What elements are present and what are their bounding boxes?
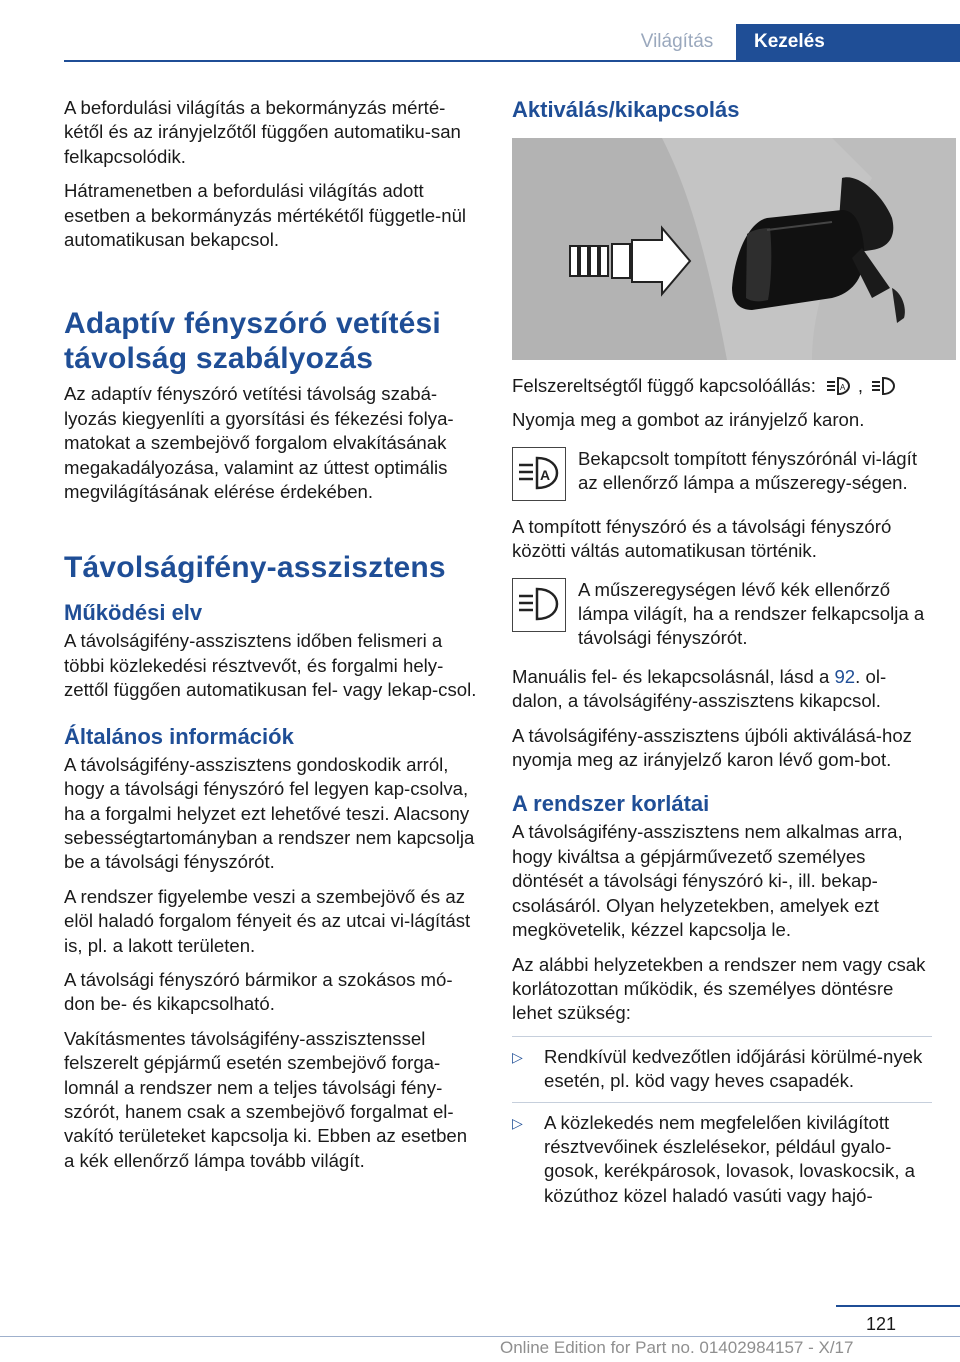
paragraph-adaptive-range: Az adaptív fényszóró vetítési távolság szabá-lyozás kiegyenlíti a gyorsítási és fékezési folya-matokat a szembejövő forgalom elvakításának megakadályozása, valamint az úttest optimális megvilágításának elérése érdekében.: [64, 383, 454, 503]
paragraph-cornering-light: A befordulási világítás a bekormányzás mérté-kétől és az irányjelzőtől függően automatiku-san felkapcsolódik.: [64, 97, 461, 167]
paragraph-manual: [512, 665, 932, 714]
paragraph-press-button: Nyomja meg a gombot az irányjelző karon.: [512, 409, 865, 431]
tab-lighting[interactable]: Világítás: [640, 31, 714, 52]
tab-operation[interactable]: Kezelés: [736, 24, 960, 60]
bullet-arrow-icon: ▷: [512, 1114, 523, 1131]
page-number-rule: [836, 1305, 960, 1307]
heading-working-principle: Működési elv: [64, 600, 203, 626]
paragraph-general-4: Vakításmentes távolságifény-asszisztenssel felszerelt gépjármű esetén szembejövő forga-lomnál a rendszer nem a teljes távolsági fény-szórót, hanem csak a szembejövő forgalmat el-vakító területeket kapcsolja ki. Ebben az esetben a kék ellenőrző lámpa tovább világít.: [64, 1027, 468, 1171]
paragraph-general-3: A távolsági fényszóró bármikor a szokásos mó-don be- és kikapcsolható.: [64, 968, 453, 1015]
lever-illustration: [512, 138, 956, 360]
manual-text-a: Manuális fel- és lekapcsolásnál, lásd a: [512, 665, 835, 687]
note-high-beam-text: A műszeregységen lévő kék ellenőrző lámpa világít, ha a rendszer felkapcsolja a távolsági fényszórót.: [578, 578, 925, 649]
paragraph-general-1: A távolságifény-asszisztens gondoskodik arról, hogy a távolsági fényszóró fel legyen kap-csolva, ha a forgalmi helyzet ezt lehetővé teszi. Alacsony sebességtartományban a rendszer nem kapcsolja be a távolsági fényszórót.: [64, 753, 475, 873]
footer-rule: [0, 1336, 960, 1337]
heading-high-beam-assistant: Távolságifény-asszisztens: [64, 551, 446, 585]
list-item: [512, 1102, 932, 1209]
page-number: 121: [865, 1314, 896, 1334]
paragraph-reactivate: A távolságifény-asszisztens újbóli aktiválásá-hoz nyomja meg az irányjelző karon lévő gom-bot.: [512, 724, 912, 771]
indicator-high-beam-icon: [512, 578, 566, 632]
note-indicator-auto: [512, 447, 932, 501]
paragraph-principle: A távolságifény-asszisztens időben felismeri a többi közlekedési résztvevőt, és forgalmi hely-zettől függően automatikusan fel- vagy lekap-csol.: [64, 630, 477, 701]
manual-text-b: . ol-dalon, a távolságifény-asszisztens kikapcsol.: [512, 665, 887, 712]
switch-separator: ,: [857, 375, 864, 396]
page-92-link[interactable]: 92: [834, 665, 856, 687]
bullet-arrow-icon: ▷: [512, 1048, 523, 1065]
header-rule: [64, 60, 960, 62]
paragraph-situations: Az alábbi helyzetekben a rendszer nem vagy csak korlátozottan működik, és személyes döntésre lehet szükség:: [512, 953, 926, 1024]
bullet-text: Rendkívül kedvezőtlen időjárási körülmé-nyek esetén, pl. köd vagy heves csapadék.: [544, 1045, 923, 1092]
auto-high-beam-icon: [824, 375, 852, 397]
paragraph-general-2: A rendszer figyelembe veszi a szembejövő és az elöl haladó forgalom fényeit és az utcai vi-lágítást is, pl. a lakott területen.: [64, 885, 471, 956]
footer-edition: Online Edition for Part no. 01402984157 - X/17: [500, 1338, 854, 1357]
indicator-auto-icon: [512, 447, 566, 501]
high-beam-icon: [869, 375, 897, 397]
paragraph-switching: A tompított fényszóró és a távolsági fényszóró közötti váltás automatikusan történik.: [512, 515, 892, 562]
switch-position-label: Felszereltségtől függő kapcsolóállás:: [512, 375, 816, 396]
heading-activation: Aktiválás/kikapcsolás: [512, 97, 740, 122]
heading-adaptive-headlight-range: Adaptív fényszóró vetítési távolság szabályozás: [64, 307, 441, 376]
list-item: [512, 1036, 932, 1094]
paragraph-limits: A távolságifény-asszisztens nem alkalmas arra, hogy kiváltsa a gépjárművezető személyes döntését a távolsági fényszóró ki-, ill. bekap-csolásáról. Olyan helyzetekben, amelyek ezt megkövetelik, kézzel kapcsolja le.: [512, 821, 903, 941]
paragraph-reverse-gear: Hátramenetben a befordulási világítás adott esetben a bekormányzás mértékétől függetle-nül automatikusan bekapcsol.: [64, 180, 467, 251]
turn-signal-lever-image: [512, 138, 956, 360]
svg-text:A: A: [540, 466, 551, 483]
heading-general-info: Általános információk: [64, 723, 294, 749]
note-auto-text: Bekapcsolt tompított fényszórónál vi-lágít az ellenőrző lámpa a műszeregy-ségen.: [578, 447, 917, 494]
note-indicator-high-beam: [512, 578, 932, 651]
svg-text:A: A: [839, 383, 846, 393]
bullet-text: A közlekedés nem megfelelően kivilágított résztvevőinek észlelésekor, például gyalo-gosok, kerékpárosok, lovasok, lovaskocsik, a közúthoz közel haladó vasúti vagy hajó-: [544, 1111, 916, 1206]
left-column: [64, 96, 482, 1183]
heading-system-limits: A rendszer korlátai: [512, 791, 710, 817]
paragraph-switch-position: [512, 374, 932, 398]
right-column: [512, 96, 932, 1216]
